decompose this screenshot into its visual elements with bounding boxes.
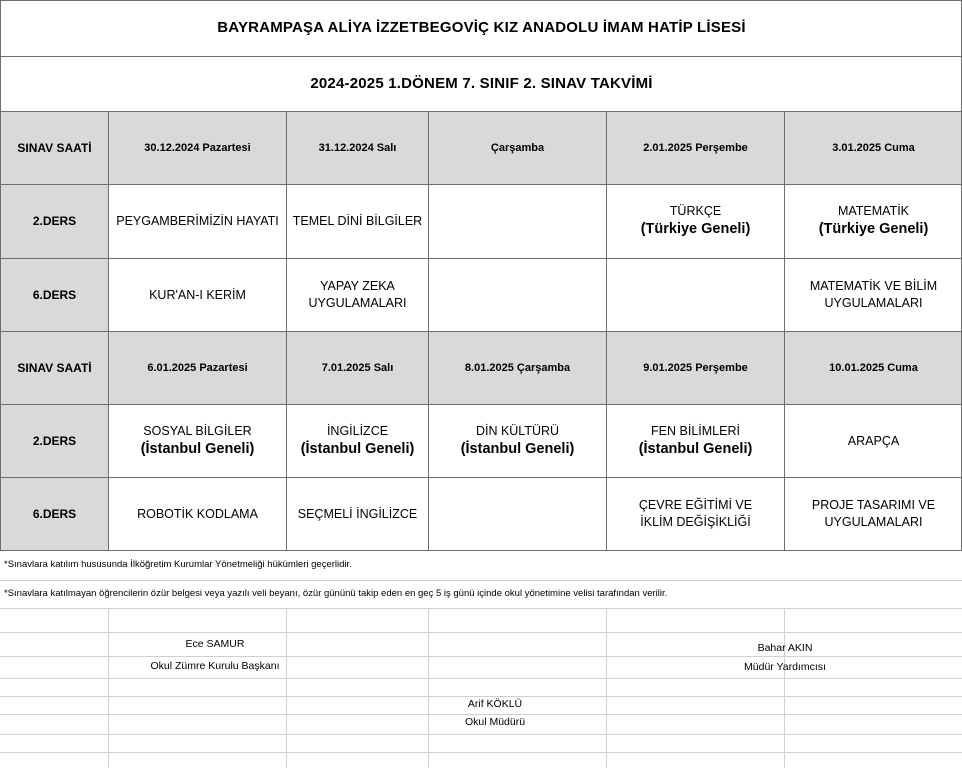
- schedule-cell: [108, 258, 286, 331]
- subject-name: TEMEL DİNİ BİLGİLER: [292, 214, 423, 229]
- exam-time-header: SINAV SAATİ: [0, 111, 108, 184]
- subject-name: PEYGAMBERİMİZİN HAYATI: [116, 214, 279, 229]
- signature-title-right: Müdür Yardımcısı: [744, 661, 826, 673]
- schedule-cell: [286, 404, 428, 477]
- subject-name: SOSYAL BİLGİLER: [143, 423, 252, 438]
- schedule-cell: [428, 404, 606, 477]
- note-regulation: *Sınavlara katılım hususunda İlköğretim Kurumlar Yönetmeliği hükümleri geçerlidir.: [4, 559, 352, 570]
- subject-name: YAPAY ZEKA UYGULAMALARI: [308, 279, 407, 310]
- schedule-cell: [606, 184, 784, 258]
- schedule-cell-empty: [428, 258, 606, 331]
- schedule-cell-empty: [428, 477, 606, 550]
- schedule-cell: [606, 404, 784, 477]
- subject-name: SEÇMELİ İNGİLİZCE: [297, 506, 418, 521]
- schedule-cell: [784, 258, 962, 331]
- exam-scope: (İstanbul Geneli): [140, 440, 255, 457]
- day-header: 30.12.2024 Pazartesi: [108, 111, 286, 184]
- schedule-cell: [784, 184, 962, 258]
- gridline: [0, 678, 962, 679]
- schedule-cell: [784, 404, 962, 477]
- signature-title-left: Okul Zümre Kurulu Başkanı: [150, 660, 280, 672]
- schedule-cell: [286, 184, 428, 258]
- table-bottom-border: [0, 550, 962, 551]
- exam-scope: (Türkiye Geneli): [640, 221, 751, 238]
- gridline: [606, 608, 607, 768]
- subject-name: ROBOTİK KODLAMA: [137, 506, 258, 521]
- gridline: [286, 608, 287, 768]
- subject-name: PROJE TASARIMI VE UYGULAMALARI: [811, 498, 936, 529]
- signature-name-center: Arif KÖKLÜ: [467, 698, 523, 710]
- subject-name: İNGİLİZCE: [326, 423, 389, 438]
- schedule-cell: [108, 184, 286, 258]
- signature-title-center: Okul Müdürü: [464, 716, 526, 728]
- subject-name: TÜRKÇE: [669, 204, 722, 219]
- day-header: 9.01.2025 Perşembe: [606, 331, 784, 404]
- gridline: [0, 752, 962, 753]
- day-header: 6.01.2025 Pazartesi: [108, 331, 286, 404]
- subject-name: MATEMATİK: [837, 204, 910, 219]
- subject-name: MATEMATİK VE BİLİM UYGULAMALARI: [809, 279, 938, 310]
- exam-scope: (Türkiye Geneli): [818, 221, 929, 238]
- schedule-cell: [286, 477, 428, 550]
- exam-title: 2024-2025 1.DÖNEM 7. SINIF 2. SINAV TAKVİMİ: [0, 56, 962, 111]
- exam-time-header: SINAV SAATİ: [0, 331, 108, 404]
- gridline: [108, 608, 109, 768]
- schedule-cell: [108, 477, 286, 550]
- school-name: BAYRAMPAŞA ALİYA İZZETBEGOVİÇ KIZ ANADOLU İMAM HATİP LİSESİ: [0, 0, 962, 56]
- schedule-cell-empty: [606, 258, 784, 331]
- gridline: [428, 608, 429, 768]
- signature-name-right: Bahar AKIN: [757, 642, 813, 654]
- signature-name-left: Ece SAMUR: [185, 638, 245, 650]
- schedule-cell: [606, 477, 784, 550]
- gridline: [0, 696, 962, 697]
- schedule-cell: [108, 404, 286, 477]
- exam-scope: (İstanbul Geneli): [460, 440, 575, 457]
- exam-scope: (İstanbul Geneli): [300, 440, 415, 457]
- subject-name: ARAPÇA: [847, 433, 900, 448]
- period-label: 2.DERS: [0, 404, 108, 477]
- period-label: 2.DERS: [0, 184, 108, 258]
- gridline: [784, 608, 785, 768]
- schedule-cell-empty: [428, 184, 606, 258]
- day-header: Çarşamba: [428, 111, 606, 184]
- day-header: 7.01.2025 Salı: [286, 331, 428, 404]
- day-header: 31.12.2024 Salı: [286, 111, 428, 184]
- gridline: [0, 580, 962, 581]
- day-header: 10.01.2025 Cuma: [784, 331, 962, 404]
- subject-name: ÇEVRE EĞİTİMİ VE İKLİM DEĞİŞİKLİĞİ: [638, 498, 753, 529]
- gridline: [0, 734, 962, 735]
- note-excuse: *Sınavlara katılmayan öğrencilerin özür belgesi veya yazılı veli beyanı, özür gününü takip eden en geç 5 iş günü içinde okul yönetimine velisi tarafından verilir.: [4, 588, 668, 599]
- gridline: [0, 656, 962, 657]
- schedule-cell: [286, 258, 428, 331]
- gridline: [0, 608, 962, 609]
- subject-name: DİN KÜLTÜRÜ: [475, 423, 560, 438]
- day-header: 3.01.2025 Cuma: [784, 111, 962, 184]
- day-header: 8.01.2025 Çarşamba: [428, 331, 606, 404]
- schedule-cell: [784, 477, 962, 550]
- gridline: [0, 632, 962, 633]
- subject-name: FEN BİLİMLERİ: [651, 423, 740, 438]
- day-header: 2.01.2025 Perşembe: [606, 111, 784, 184]
- period-label: 6.DERS: [0, 477, 108, 550]
- gridline: [0, 714, 962, 715]
- subject-name: KUR'AN-I KERİM: [149, 287, 246, 302]
- period-label: 6.DERS: [0, 258, 108, 331]
- exam-scope: (İstanbul Geneli): [638, 440, 753, 457]
